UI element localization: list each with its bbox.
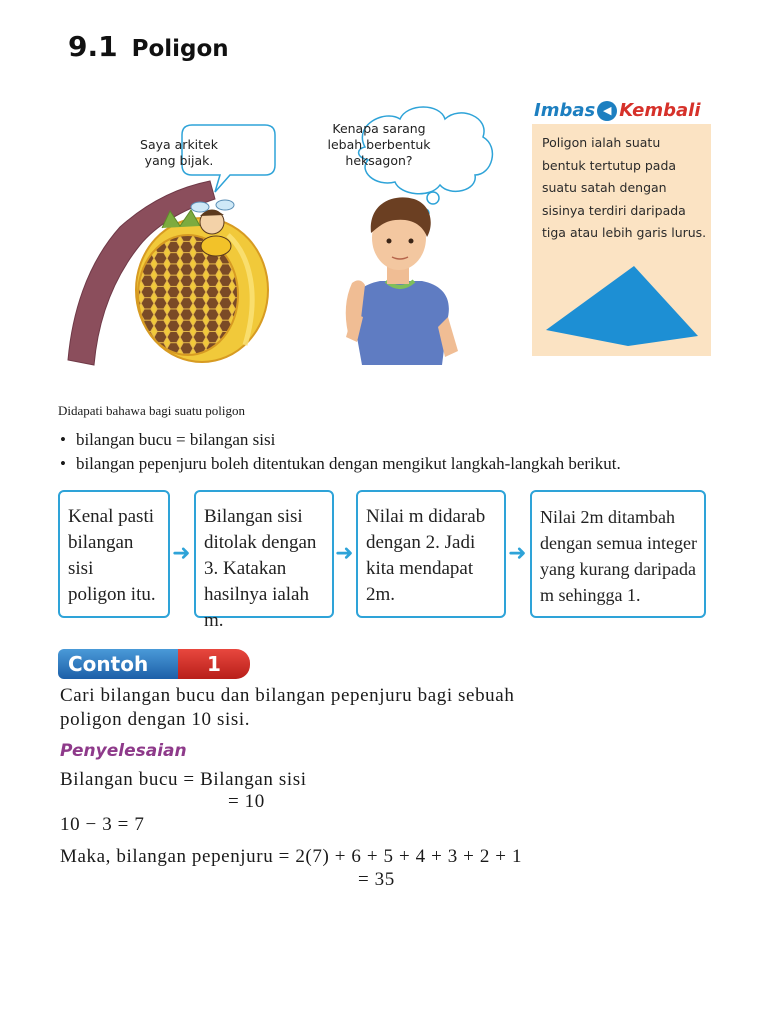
- step-line: Nilai 2m ditambah: [540, 507, 675, 527]
- solution-line-4: Maka, bilangan pepenjuru = 2(7) + 6 + 5 + 4 + 3 + 2 + 1: [60, 846, 523, 867]
- step-line: bilangan sisi: [68, 532, 134, 579]
- step-line: Nilai m didarab: [366, 506, 486, 527]
- imbas-kembali-text: [542, 132, 710, 245]
- boy-speech-bubble: [314, 121, 444, 169]
- imbas-kembali-line: Poligon ialah suatu: [542, 135, 661, 150]
- imbas-kembali-title-part2: Kembali: [619, 100, 701, 121]
- step-line: ditolak dengan: [204, 532, 317, 553]
- imbas-kembali-line: bentuk tertutup pada: [542, 157, 677, 173]
- solution-line-2: = 10: [228, 791, 265, 812]
- bee-speech-line: yang bijak.: [144, 153, 214, 168]
- step-line: poligon itu.: [68, 584, 156, 605]
- question-line: poligon dengan 10 sisi.: [60, 709, 251, 730]
- boy-speech-line: lebah berbentuk: [327, 137, 431, 152]
- step-line: kita mendapat 2m.: [366, 558, 474, 605]
- illustration-art: [50, 95, 520, 385]
- step-line: Kenal pasti: [68, 506, 155, 527]
- step-box-3: [356, 490, 506, 618]
- step-box-2: [194, 490, 334, 631]
- solution-line-5: = 35: [358, 869, 395, 890]
- section-title: Poligon: [131, 36, 229, 62]
- solution-line-1: Bilangan bucu = Bilangan sisi: [60, 769, 307, 790]
- solution-heading: Penyelesaian: [60, 741, 187, 761]
- question-line: Cari bilangan bucu dan bilangan pepenjuru bagi sebuah: [60, 685, 515, 706]
- bee-speech-bubble: [132, 137, 226, 169]
- imbas-kembali-title-part1: Imbas: [534, 100, 596, 121]
- step-line: dengan semua integer: [540, 533, 697, 553]
- imbas-kembali-line: tiga atau lebih garis lurus.: [542, 225, 707, 240]
- bullet-item: • bilangan bucu = bilangan sisi: [60, 428, 621, 452]
- step-line: Bilangan sisi: [204, 506, 303, 527]
- solution-line-3: 10 − 3 = 7: [60, 814, 145, 835]
- bullet-item: • bilangan pepenjuru boleh ditentukan dengan mengikut langkah-langkah berikut.: [60, 452, 621, 476]
- illustration: [50, 95, 520, 385]
- steps-flowchart: [58, 490, 708, 631]
- example-number: 1: [178, 649, 250, 679]
- step-line: yang kurang daripada: [540, 559, 696, 579]
- step-box-1: [58, 490, 170, 618]
- intro-text: Didapati bahawa bagi suatu poligon: [58, 403, 246, 418]
- imbas-kembali-body: [532, 124, 711, 356]
- example-label: Contoh: [58, 649, 182, 679]
- polygon-shape-icon: [542, 264, 702, 346]
- imbas-kembali-line: suatu satah dengan: [542, 180, 667, 195]
- arrow-right-icon: ➜: [172, 541, 191, 566]
- example-banner: [58, 649, 250, 679]
- section-heading: [68, 30, 229, 63]
- bee-speech-line: Saya arkitek: [140, 137, 218, 152]
- rewind-icon: ◀: [597, 101, 617, 121]
- imbas-kembali-header: [534, 100, 701, 121]
- step-line: 3. Katakan: [204, 558, 287, 579]
- imbas-kembali-line: sisinya terdiri daripada: [542, 202, 686, 218]
- step-line: hasilnya ialah m.: [204, 584, 309, 631]
- boy-speech-line: heksagon?: [345, 153, 413, 168]
- boy-speech-line: Kenapa sarang: [332, 121, 426, 136]
- step-box-4: [530, 490, 706, 618]
- arrow-right-icon: ➜: [508, 541, 527, 566]
- step-line: m sehingga 1.: [540, 585, 641, 605]
- example-question: [60, 684, 514, 732]
- imbas-kembali-panel: [532, 98, 711, 356]
- section-number: 9.1: [68, 30, 118, 63]
- arrow-right-icon: ➜: [335, 541, 354, 566]
- bullet-list: [60, 428, 621, 476]
- step-line: dengan 2. Jadi: [366, 532, 476, 553]
